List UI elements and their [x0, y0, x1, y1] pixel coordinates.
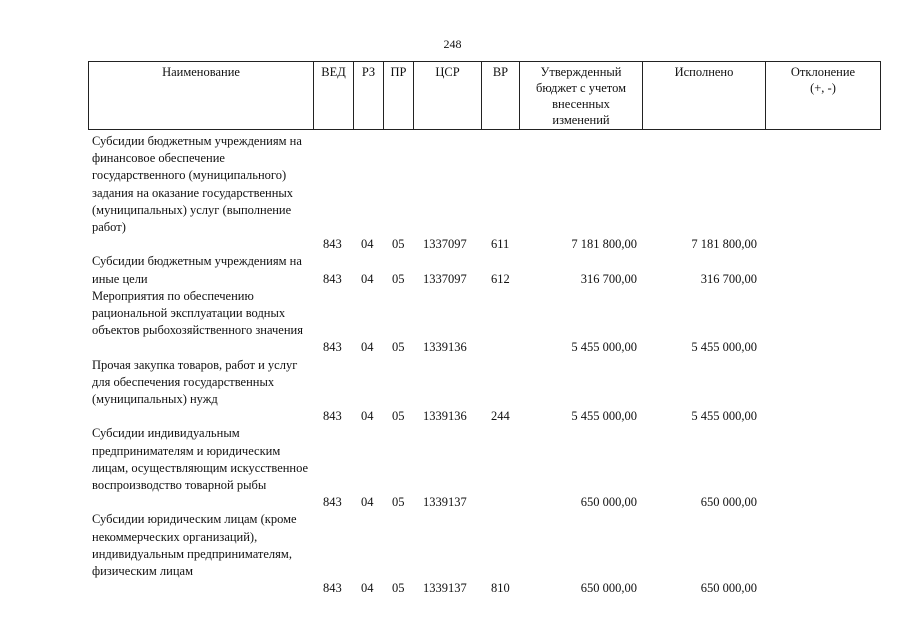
table-row	[88, 357, 881, 426]
row-csr: 1339136	[423, 409, 467, 424]
row-ved: 843	[323, 237, 342, 252]
row-rz: 04	[361, 237, 374, 252]
row-pr: 05	[392, 409, 405, 424]
table-row	[88, 288, 881, 357]
header-ved: ВЕД	[314, 62, 354, 129]
row-vr: 611	[491, 237, 510, 252]
row-ved: 843	[323, 409, 342, 424]
header-csr: ЦСР	[414, 62, 482, 129]
row-vr: 244	[491, 409, 510, 424]
header-deviation: Отклонение (+, -)	[790, 65, 856, 95]
row-name: Субсидии бюджетным учреждениям на финансовое обеспечение государственного (муниципального) задания на оказание государственных (муниципальных) услуг (выполнение работ)	[92, 134, 302, 235]
row-csr: 1337097	[423, 271, 467, 286]
header-rz: РЗ	[354, 62, 384, 129]
row-done: 316 700,00	[700, 271, 757, 286]
row-csr: 1339137	[423, 581, 467, 596]
table-row	[88, 133, 881, 253]
row-ved: 843	[323, 340, 342, 355]
row-vr: 810	[491, 581, 510, 596]
table-row	[88, 425, 881, 511]
table-header	[88, 61, 881, 130]
row-csr: 1339137	[423, 495, 467, 510]
row-budget: 5 455 000,00	[571, 409, 637, 424]
row-done: 7 181 800,00	[691, 237, 757, 252]
page-number: 248	[443, 37, 462, 51]
header-name: Наименование	[89, 62, 314, 129]
row-csr: 1337097	[423, 237, 467, 252]
row-pr: 05	[392, 340, 405, 355]
row-budget: 650 000,00	[580, 495, 637, 510]
row-ved: 843	[323, 581, 342, 596]
header-budget: Утвержденный бюджет с учетом внесенных изменений	[520, 62, 643, 129]
row-done: 650 000,00	[700, 495, 757, 510]
row-name: Субсидии бюджетным учреждениям на иные цели	[92, 254, 302, 286]
row-ved: 843	[323, 271, 342, 286]
row-rz: 04	[361, 340, 374, 355]
row-done: 5 455 000,00	[691, 340, 757, 355]
row-pr: 05	[392, 581, 405, 596]
table-row	[88, 253, 881, 287]
row-budget: 7 181 800,00	[571, 237, 637, 252]
row-ved: 843	[323, 495, 342, 510]
row-done: 650 000,00	[700, 581, 757, 596]
row-csr: 1339136	[423, 340, 467, 355]
row-name: Субсидии юридическим лицам (кроме некоммерческих организаций), индивидуальным предпринимателям, физическим лицам	[92, 512, 297, 578]
row-rz: 04	[361, 581, 374, 596]
row-rz: 04	[361, 409, 374, 424]
row-pr: 05	[392, 271, 405, 286]
row-name: Прочая закупка товаров, работ и услуг для обеспечения государственных (муниципальных) нужд	[92, 357, 298, 406]
row-done: 5 455 000,00	[691, 409, 757, 424]
row-name: Субсидии индивидуальным предпринимателям и юридическим лицам, осуществляющим искусственное воспроизводство товарной рыбы	[92, 426, 309, 492]
row-name: Мероприятия по обеспечению рациональной эксплуатации водных объектов рыбохозяйственного значения	[92, 288, 303, 338]
header-pr: ПР	[384, 62, 414, 129]
row-budget: 316 700,00	[580, 271, 637, 286]
table-row	[88, 511, 881, 597]
row-vr: 612	[491, 271, 510, 286]
row-budget: 5 455 000,00	[571, 340, 637, 355]
row-pr: 05	[392, 237, 405, 252]
row-rz: 04	[361, 495, 374, 510]
row-rz: 04	[361, 271, 374, 286]
table-body	[88, 133, 881, 597]
header-done: Исполнено	[643, 62, 766, 129]
header-vr: ВР	[482, 62, 520, 129]
row-budget: 650 000,00	[580, 581, 637, 596]
row-pr: 05	[392, 495, 405, 510]
